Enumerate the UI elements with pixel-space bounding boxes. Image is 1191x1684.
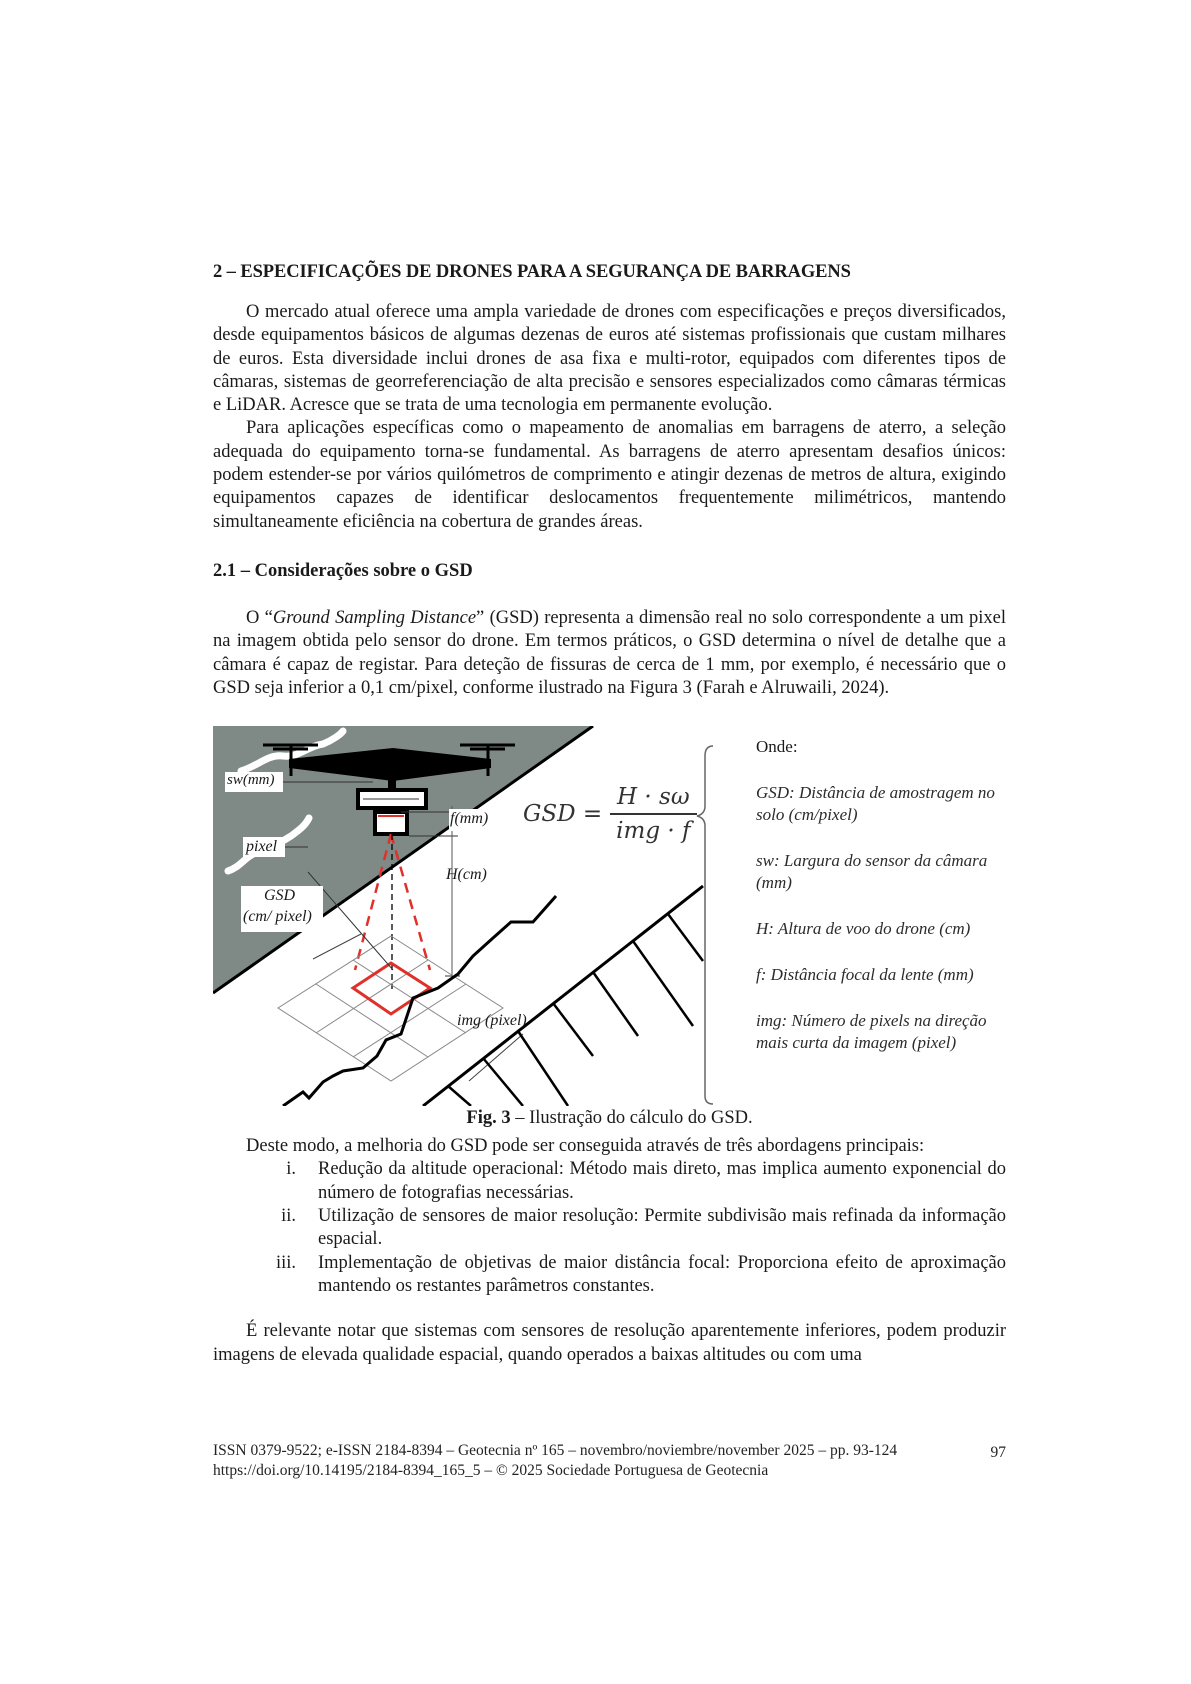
list-text: Implementação de objetivas de maior distância focal: Proporciona efeito de aproximação mantendo os restantes parâmetros constantes. bbox=[318, 1252, 1006, 1296]
pixel-grid bbox=[278, 936, 503, 1081]
formula-lhs: GSD = bbox=[523, 801, 603, 828]
legend-item: GSD: Distância de amostragem no solo (cm/pixel) bbox=[756, 783, 995, 825]
label-img: img (pixel) bbox=[457, 1012, 527, 1030]
list-number: i. bbox=[286, 1159, 296, 1180]
approaches-intro: Deste modo, a melhoria do GSD pode ser conseguida através de três abordagens principais: bbox=[246, 1136, 925, 1157]
paragraph-gsd bbox=[213, 607, 1006, 700]
legend-item: H: Altura de voo do drone (cm) bbox=[756, 919, 971, 939]
text-run: O “ bbox=[246, 607, 273, 628]
gsd-formula bbox=[523, 784, 697, 844]
page-footer bbox=[213, 1441, 1006, 1481]
legend-item: f: Distância focal da lente (mm) bbox=[756, 965, 974, 985]
list-number: ii. bbox=[281, 1206, 296, 1227]
list-item bbox=[213, 1252, 1006, 1299]
label-pixel: pixel bbox=[246, 838, 278, 856]
label-gsd-units: (cm/ pixel) bbox=[243, 908, 312, 926]
figure-caption bbox=[213, 1108, 1006, 1129]
closing-paragraph: É relevante notar que sistemas com sensores de resolução aparentemente inferiores, podem produzir imagens de elevada qualidade espacial, quando operados a baixas altitudes ou com uma bbox=[213, 1321, 1006, 1365]
figure-gsd bbox=[213, 726, 1006, 1106]
paragraph: Para aplicações específicas como o mapeamento de anomalias em barragens de aterro, a seleção adequada do equipamento torna-se fundamental. As barragens de aterro apresentam desafios únicos: podem estender-se por vários quilómetros de comprimento e atingir dezenas de metros de altura, exigindo equipamentos capazes de identificar deslocamentos frequentemente milimétricos, mantendo simultaneamente eficiência na cobertura de grandes áreas. bbox=[213, 418, 1006, 532]
formula-denominator: img · f bbox=[616, 818, 691, 845]
section-title: 2 – ESPECIFICAÇÕES DE DRONES PARA A SEGURANÇA DE BARRAGENS bbox=[213, 262, 851, 282]
list-text: Redução da altitude operacional: Método mais direto, mas implica aumento exponencial do número de fotografias necessárias. bbox=[318, 1159, 1006, 1203]
legend-item: sw: Largura do sensor da câmara (mm) bbox=[756, 851, 988, 893]
list-item bbox=[213, 1205, 1006, 1252]
list-text: Utilização de sensores de maior resolução: Permite subdivisão mais refinada da informação espacial. bbox=[318, 1206, 1006, 1250]
brace bbox=[697, 746, 713, 1104]
legend-item: img: Número de pixels na direção mais curta da imagem (pixel) bbox=[756, 1011, 987, 1053]
crack-line bbox=[283, 896, 556, 1106]
page-number: 97 bbox=[990, 1444, 1006, 1461]
page-body bbox=[213, 262, 1006, 1367]
text-run: ” (GSD) representa a dimensão real no solo correspondente a um pixel na imagem obtida pelo sensor do drone. Em termos práticos, o GSD determina o nível de detalhe que a câmara é capaz de registar. Para deteção de fissuras de cerca de 1 mm, por exemplo, é necessário que o GSD seja inferior a 0,1 cm/pixel, conforme ilustrado na Figura 3 (Farah e Alruwaili, 2024). bbox=[213, 607, 1007, 698]
legend-heading: Onde: bbox=[756, 737, 798, 757]
caption-label: Fig. 3 bbox=[466, 1108, 511, 1129]
caption-text: – Ilustração do cálculo do GSD. bbox=[510, 1108, 753, 1129]
slope-line bbox=[423, 886, 703, 1106]
label-h: H(cm) bbox=[446, 866, 487, 884]
approaches-list bbox=[213, 1158, 1006, 1298]
italic-term: Ground Sampling Distance bbox=[272, 607, 477, 628]
formula-numerator: H · sω bbox=[617, 784, 690, 811]
subsection-title: 2.1 – Considerações sobre o GSD bbox=[213, 560, 473, 581]
list-item bbox=[213, 1158, 1006, 1205]
label-sw: sw(mm) bbox=[227, 772, 275, 789]
label-gsd: GSD bbox=[264, 887, 296, 905]
list-number: iii. bbox=[275, 1252, 296, 1273]
paragraph: O mercado atual oferece uma ampla variedade de drones com especificações e preços diversificados, desde equipamentos básicos de algumas dezenas de euros até sistemas profissionais que custam milhares de euros. Esta diversidade inclui drones de asa fixa e multi-rotor, equipados com diferentes tipos de câmaras, sistemas de georreferenciação de alta precisão e sensores especializados como câmaras térmicas e LiDAR. Acresce que se trata de uma tecnologia em permanente evolução. bbox=[213, 302, 1006, 416]
footer-doi[interactable]: https://doi.org/10.14195/2184-8394_165_5 – © 2025 Sociedade Portuguesa de Geotecnia bbox=[213, 1462, 769, 1479]
figure-legend bbox=[756, 736, 1016, 1078]
label-f: f(mm) bbox=[450, 810, 489, 828]
footer-issn: ISSN 0379-9522; e-ISSN 2184-8394 – Geotecnia nº 165 – novembro/noviembre/november 2025 – pp. 93-124 bbox=[213, 1442, 898, 1459]
